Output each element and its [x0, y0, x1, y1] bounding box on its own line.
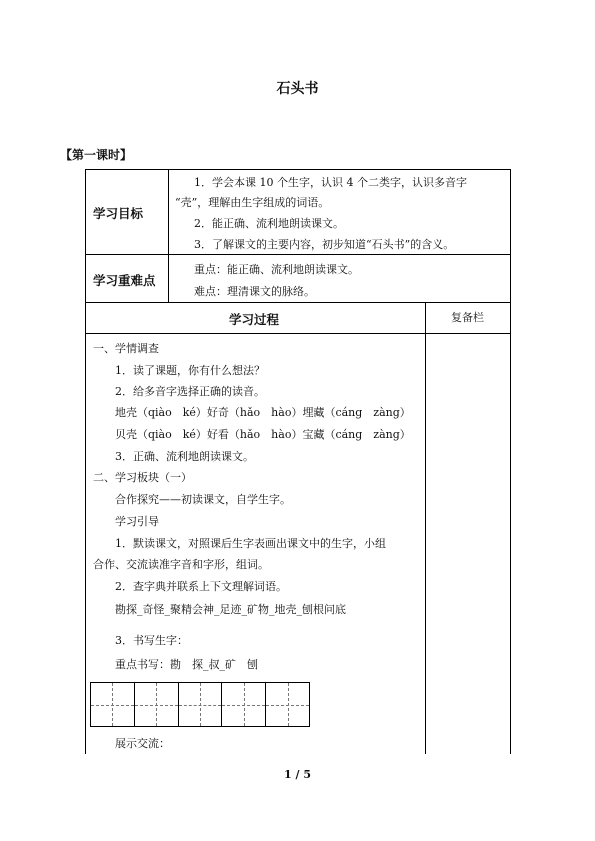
process-line-16: 展示交流：	[115, 737, 170, 750]
side-column-divider	[425, 302, 426, 754]
section-label: 【第一课时】	[60, 148, 133, 162]
process-line-4: 地壳（qiào ké）好奇（hǎo hào）埋藏（cáng zàng）	[115, 406, 411, 419]
row-divider-difficulties	[85, 302, 511, 303]
difficulties-line-1: 重点：能正确、流利地朗读课文。	[194, 263, 359, 276]
practice-cell	[222, 683, 266, 726]
goals-line-4: 3．了解课文的主要内容，初步知道“石头书”的含义。	[194, 238, 455, 251]
practice-cell	[135, 683, 179, 726]
goals-line-3: 2．能正确、流利地朗读课文。	[194, 217, 344, 230]
side-column-header: 复备栏	[451, 311, 484, 324]
practice-cell	[91, 683, 135, 726]
row-divider-goals	[85, 254, 511, 255]
goals-line-2: “壳”，理解由生字组成的词语。	[175, 196, 330, 209]
writing-practice-grid	[90, 682, 310, 727]
process-line-11: 合作、交流读准字音和字形，组词。	[93, 558, 269, 571]
process-line-7: 二、学习板块（一）	[93, 471, 192, 484]
process-header: 学习过程	[229, 312, 280, 327]
page-number: 1 / 5	[284, 768, 311, 781]
process-line-5: 贝壳（qiào ké）好看（hǎo hào）宝藏（cáng zàng）	[115, 428, 411, 441]
difficulties-label: 学习重难点	[93, 273, 156, 288]
process-line-2: 1．读了课题，你有什么想法？	[115, 364, 265, 377]
process-line-14: 3．书写生字：	[115, 634, 188, 647]
process-line-12: 2．查字典并联系上下文理解词语。	[115, 580, 287, 593]
row-divider-process-header	[85, 333, 511, 334]
goals-label: 学习目标	[93, 206, 144, 221]
label-column-divider-goals	[168, 169, 169, 254]
process-line-1: 一、学情调查	[93, 342, 159, 355]
practice-cell	[179, 683, 223, 726]
process-line-13: 勘探_奇怪_聚精会神_足迹_矿物_地壳_刨根问底	[115, 603, 346, 616]
practice-cell	[266, 683, 309, 726]
process-line-3: 2．给多音字选择正确的读音。	[115, 385, 265, 398]
document-title: 石头书	[276, 81, 319, 97]
goals-line-1: 1．学会本课 10 个生字，认识 4 个二类字，认识多音字	[194, 176, 467, 189]
process-line-15: 重点书写：勘 探_叔_矿 刨	[115, 658, 258, 671]
label-column-divider-difficulties	[168, 254, 169, 302]
process-line-6: 3．正确、流利地朗读课文。	[115, 450, 254, 463]
process-line-8: 合作探究——初读课文，自学生字。	[115, 493, 291, 506]
process-line-10: 1．默读课文，对照课后生字表画出课文中的生字，小组	[115, 537, 386, 550]
process-line-9: 学习引导	[115, 515, 159, 528]
difficulties-line-2: 难点：理清课文的脉络。	[194, 285, 315, 298]
